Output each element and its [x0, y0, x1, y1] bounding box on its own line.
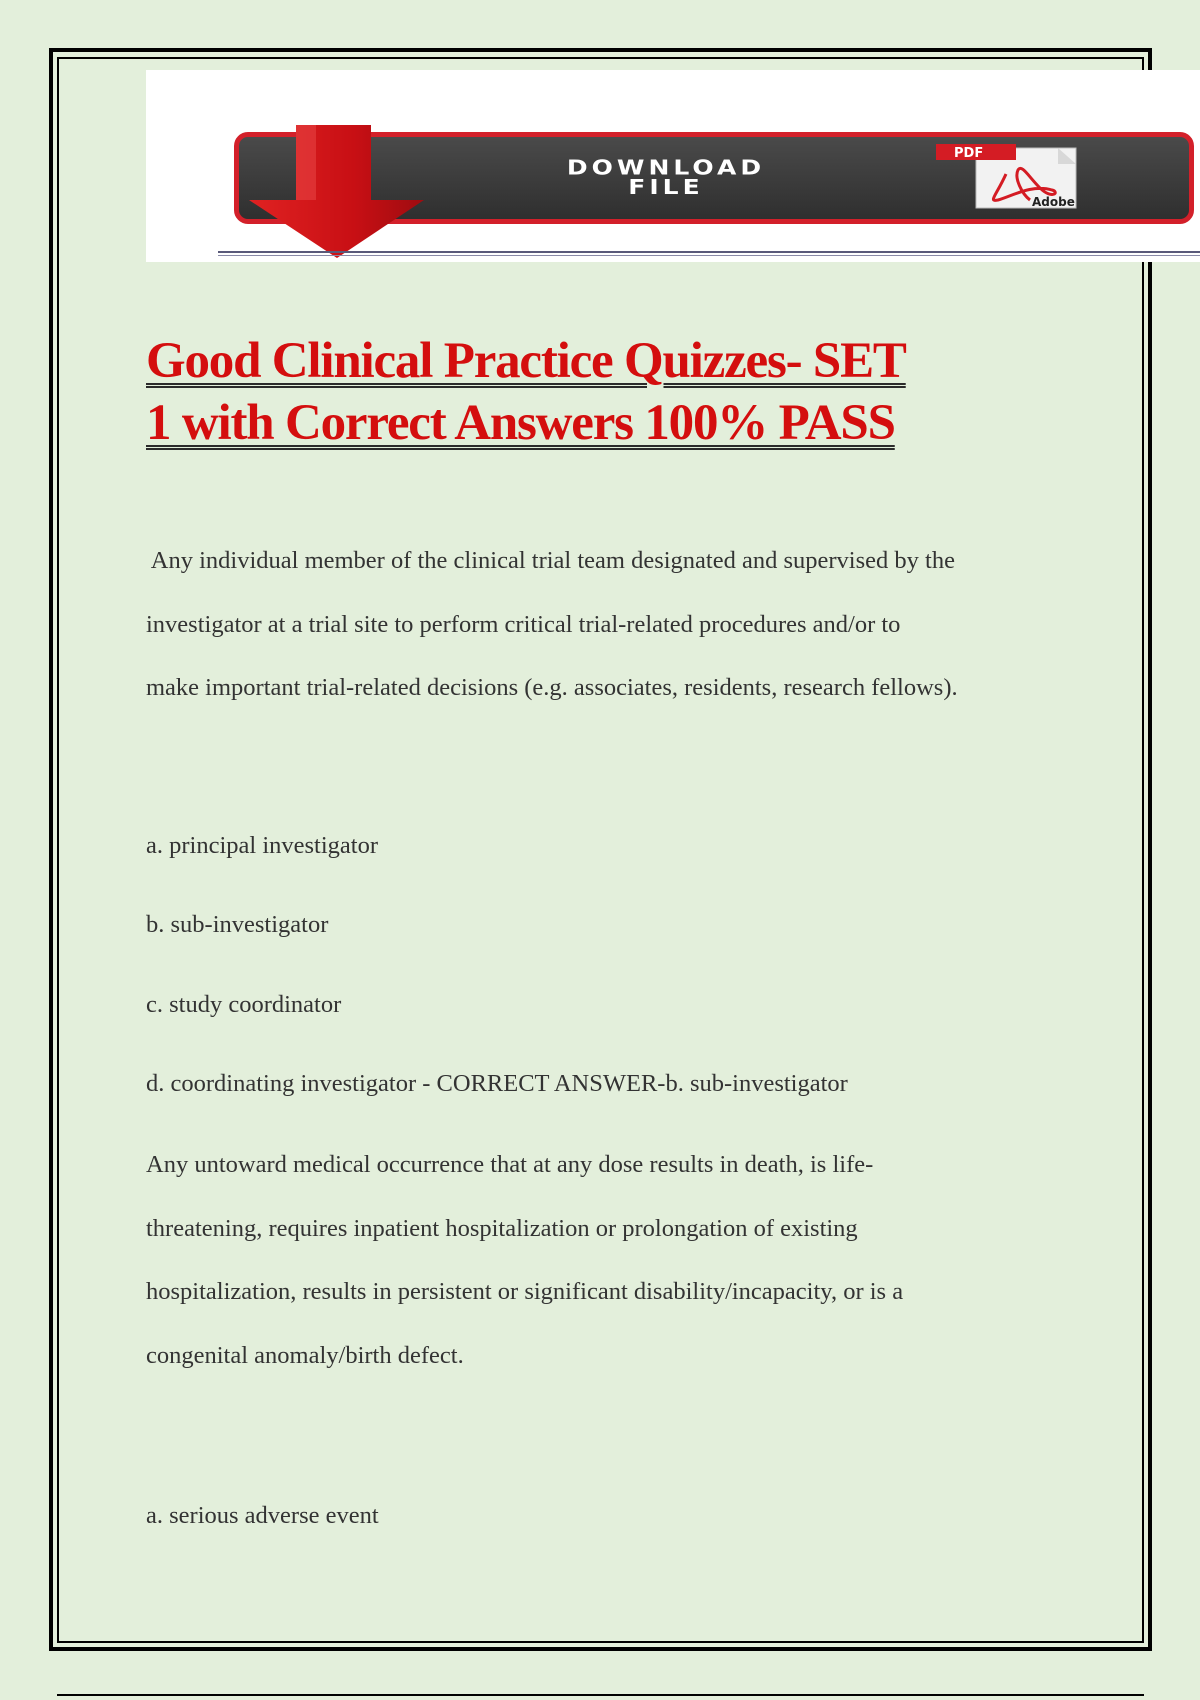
question-1-text	[146, 529, 1056, 720]
question-1-option-c: c. study coordinator	[146, 991, 342, 1018]
question-line: congenital anomaly/birth defect.	[146, 1341, 464, 1369]
banner-rule	[218, 251, 1200, 256]
page-title-line2: 1 with Correct Answers 100% PASS	[146, 395, 895, 451]
question-2-option-a: a. serious adverse event	[146, 1502, 379, 1529]
download-banner[interactable]	[146, 70, 1200, 262]
download-label-line1: DOWNLOAD	[566, 155, 766, 180]
question-1-option-b: b. sub-investigator	[146, 911, 329, 938]
question-line: Any individual member of the clinical trial team designated and supervised by the	[146, 547, 955, 574]
question-line: make important trial-related decisions (e.g. associates, residents, research fellows).	[146, 674, 958, 701]
download-label-line2: FILE	[628, 175, 704, 199]
bottom-rule	[57, 1694, 1144, 1696]
question-1-option-d: d. coordinating investigator - CORRECT ANSWER-b. sub-investigator	[146, 1070, 848, 1097]
question-line: Any untoward medical occurrence that at any dose results in death, is life-	[146, 1151, 874, 1178]
pdf-file-icon	[936, 144, 1084, 210]
download-label	[466, 155, 866, 199]
question-line: hospitalization, results in persistent or significant disability/incapacity, or is a	[146, 1278, 904, 1305]
question-1-option-a: a. principal investigator	[146, 832, 378, 859]
pdf-tag-text: PDF	[954, 146, 984, 161]
download-arrow-icon	[241, 125, 431, 260]
question-line: investigator at a trial site to perform critical trial-related procedures and/or to	[146, 610, 901, 638]
page-title-line1: Good Clinical Practice Quizzes- SET	[146, 333, 906, 389]
question-line: threatening, requires inpatient hospitalization or prolongation of existing	[146, 1214, 858, 1242]
page-title	[146, 330, 1046, 454]
pdf-brand-text: Adobe	[1032, 195, 1075, 209]
question-2-text	[146, 1133, 1056, 1387]
